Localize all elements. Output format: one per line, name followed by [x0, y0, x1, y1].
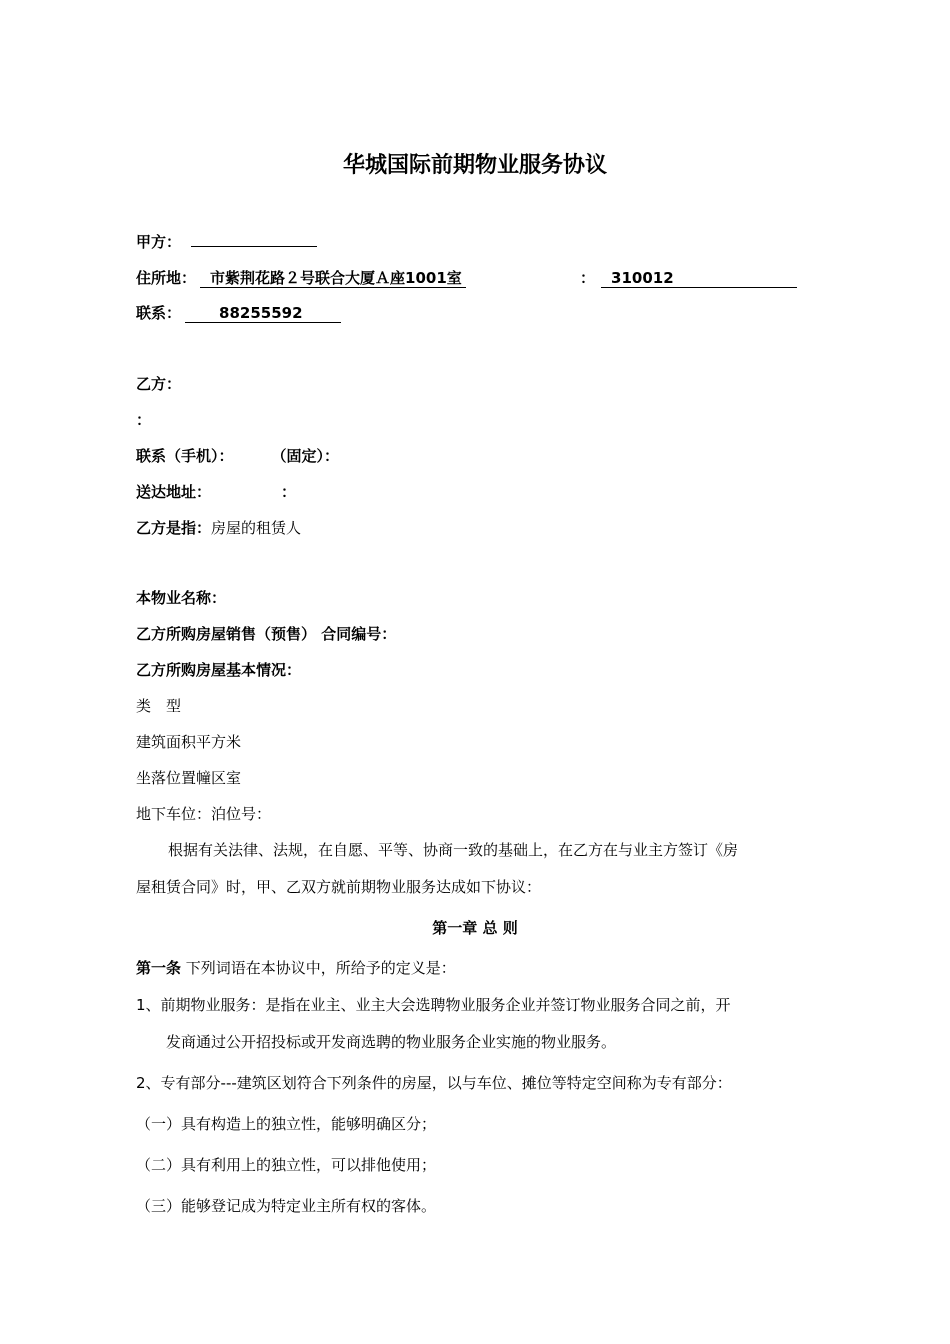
contact-label: 联系：	[136, 304, 182, 322]
contact-value: 88255592	[185, 304, 341, 323]
item-1-line-2: 发商通过公开招投标或开发商选聘的物业服务企业实施的物业服务。	[166, 1033, 617, 1051]
party-a-label: 甲方：	[136, 233, 182, 251]
parking-line: 地下车位：泊位号：	[136, 805, 272, 823]
party-a-address-line	[136, 268, 466, 288]
chapter-heading: 第一章 总 则	[432, 919, 518, 937]
item-1-line-1: 1、前期物业服务：是指在业主、业主大会选聘物业服务企业并签订物业服务合同之前，开	[136, 996, 731, 1014]
sub-item-3: （三）能够登记成为特定业主所有权的客体。	[136, 1197, 437, 1215]
phone-label: 联系（手机）：	[136, 447, 234, 465]
delivery-label: 送达地址：	[136, 483, 212, 501]
party-b-colon-line: ：	[136, 411, 152, 429]
address-value: 市紫荆花路２号联合大厦Ａ座1001室	[200, 269, 466, 288]
document-title: 华城国际前期物业服务协议	[342, 153, 607, 178]
item-2-line: 2、专有部分---建筑区划符合下列条件的房屋，以与车位、摊位等特定空间称为专有部分：	[136, 1074, 732, 1092]
sub-item-1: （一）具有构造上的独立性，能够明确区分；	[136, 1115, 437, 1133]
party-b-delivery-line	[136, 482, 296, 502]
contract-number-label: 乙方所购房屋销售（预售） 合同编号：	[136, 625, 397, 643]
intro-line-1: 根据有关法律、法规，在自愿、平等、协商一致的基础上，在乙方在与业主方签订《房	[168, 841, 739, 859]
postcode-line	[580, 268, 797, 288]
property-name-label: 本物业名称：	[136, 589, 227, 607]
address-label: 住所地：	[136, 269, 197, 287]
article-1-line	[136, 958, 456, 978]
refers-label: 乙方是指：	[136, 519, 212, 537]
landline-label: （固定）：	[271, 447, 340, 465]
refers-value: 房屋的租赁人	[211, 519, 302, 537]
delivery-colon: ：	[281, 483, 297, 501]
sub-item-2: （二）具有利用上的独立性，可以排他使用；	[136, 1156, 437, 1174]
intro-line-2: 屋租赁合同》时，甲、乙双方就前期物业服务达成如下协议：	[136, 878, 542, 896]
postcode-value: 310012	[601, 269, 797, 288]
postcode-label: ：	[580, 269, 596, 287]
party-b-phone-line	[136, 446, 339, 466]
party-a-name-blank	[191, 246, 317, 247]
party-b-refers-line	[136, 518, 301, 538]
party-b-label: 乙方：	[136, 375, 182, 393]
party-a-contact-line	[136, 303, 341, 323]
article-1-text: 下列词语在本协议中，所给予的定义是：	[181, 959, 456, 977]
article-1-label: 第一条	[136, 959, 182, 977]
type-line: 类 型	[136, 697, 182, 715]
party-a-line	[136, 232, 317, 252]
location-line: 坐落位置幢区室	[136, 769, 242, 787]
area-line: 建筑面积平方米	[136, 733, 242, 751]
basic-info-label: 乙方所购房屋基本情况：	[136, 661, 302, 679]
